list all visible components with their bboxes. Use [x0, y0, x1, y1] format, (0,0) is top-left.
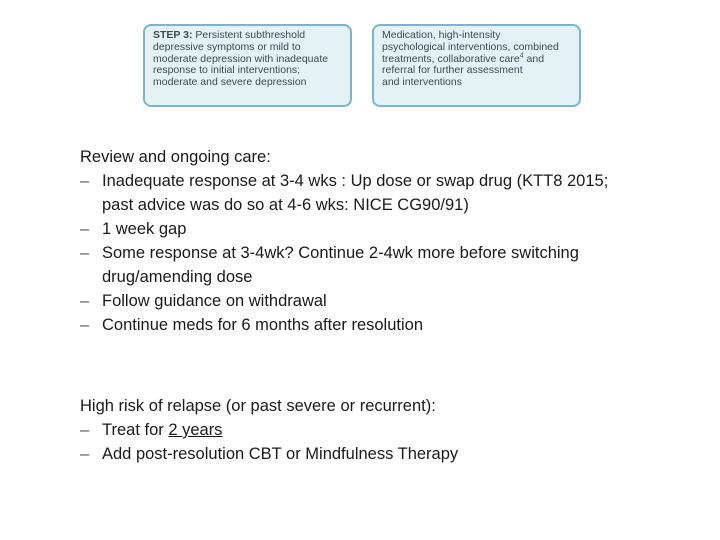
step3-line-4: response to initial interventions; — [153, 64, 301, 77]
relapse-item-1-line-1 — [102, 418, 700, 442]
review-item-5 — [80, 313, 700, 337]
treatment-line-2: psychological interventions, combined — [382, 40, 559, 53]
review-item-3-line-1: Some response at 3-4wk? Continue 2-4wk more before switching — [102, 244, 579, 262]
review-item-5-line-1: Continue meds for 6 months after resolution — [102, 316, 424, 334]
dash-bullet: – — [80, 316, 90, 334]
step3-line-3: moderate depression with inadequate — [153, 52, 329, 65]
footnote-marker: 4 — [519, 52, 524, 60]
step3-line-5: moderate and severe depression — [153, 76, 307, 89]
review-heading: Review and ongoing care: — [80, 148, 271, 166]
dash-bullet: – — [80, 445, 90, 463]
review-item-2-line-1: 1 week gap — [102, 220, 187, 238]
review-item-4 — [80, 289, 700, 313]
review-item-1-line-2: past advice was do so at 4-6 wks: NICE CG90/91) — [102, 196, 469, 214]
relapse-section — [80, 394, 700, 466]
treatment-line-3-a: treatments, collaborative care — [382, 52, 520, 65]
step3-line-2: depressive symptoms or mild to — [153, 40, 301, 53]
relapse-item-2 — [80, 442, 700, 466]
dash-bullet: – — [80, 421, 90, 439]
review-item-3 — [80, 241, 700, 289]
dash-bullet: – — [80, 244, 90, 262]
relapse-item-1-text: Treat for — [102, 421, 169, 439]
dash-bullet: – — [80, 220, 90, 238]
step3-box — [143, 24, 352, 107]
dash-bullet: – — [80, 172, 90, 190]
review-item-2 — [80, 217, 700, 241]
treatment-line-3-b: and — [523, 52, 545, 65]
treatment-line-4: referral for further assessment — [382, 64, 523, 77]
relapse-item-2-line-1: Add post-resolution CBT or Mindfulness Therapy — [102, 445, 459, 463]
treatment-line-5: and interventions — [382, 76, 462, 89]
treatment-line-1: Medication, high-intensity — [382, 29, 501, 41]
review-item-1-line-1: Inadequate response at 3-4 wks : Up dose or swap drug (KTT8 2015; — [102, 172, 609, 190]
relapse-heading: High risk of relapse (or past severe or recurrent): — [80, 397, 436, 415]
review-item-3-line-2: drug/amending dose — [102, 268, 253, 286]
treatment-box — [372, 24, 581, 107]
relapse-item-1 — [80, 418, 700, 442]
step3-line-1-rest: Persistent subthreshold — [192, 29, 306, 41]
review-item-4-line-1: Follow guidance on withdrawal — [102, 292, 327, 310]
step-label: STEP 3: — [153, 29, 193, 41]
dash-bullet: – — [80, 292, 90, 310]
review-section — [80, 145, 700, 337]
review-item-1 — [80, 169, 700, 217]
duration-underlined: 2 years — [168, 421, 223, 439]
